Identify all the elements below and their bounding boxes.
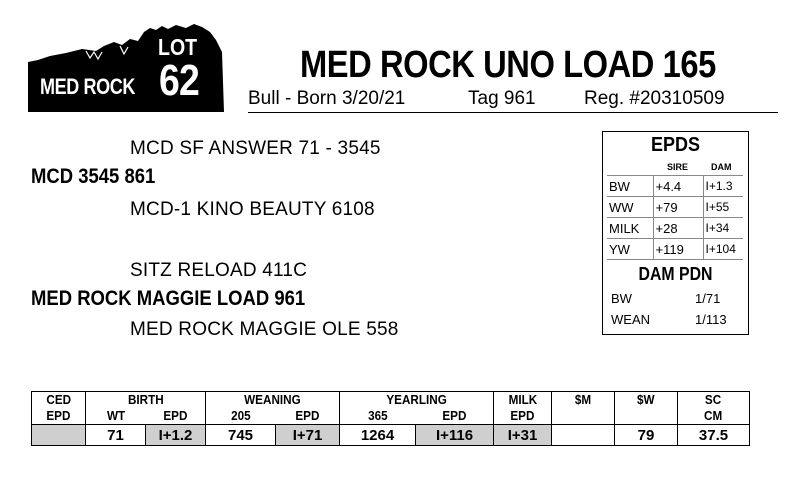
header-sc-cm: CM [678, 408, 750, 425]
animal-name: MED ROCK UNO LOAD 165 [300, 44, 716, 86]
tag-number: Tag 961 [468, 88, 536, 109]
value-milk-epd: I+31 [494, 425, 552, 446]
value-ced-epd [32, 425, 86, 446]
header-yearling-365: 365 [340, 408, 416, 425]
pedigree-dam-sire: SITZ RELOAD 411C [130, 260, 308, 281]
pedigree-dam-dam: MED ROCK MAGGIE OLE 558 [130, 319, 399, 340]
header-milk-epd: EPD [494, 408, 552, 425]
epd-row [607, 218, 743, 239]
epd-title: EPDS [650, 134, 701, 156]
epd-trait: BW [607, 176, 653, 197]
header-weaning: WEANING [206, 392, 340, 409]
value-yearling-epd: I+116 [416, 425, 494, 446]
lot-label: LOT [158, 34, 198, 60]
epd-sire-value: +4.4 [653, 176, 703, 197]
header-yearling: YEARLING [340, 392, 494, 409]
perf-values-row [32, 425, 750, 446]
header-dollar-m-sub [552, 408, 615, 425]
header-dollar-m: $M [552, 392, 615, 409]
epd-trait: YW [607, 239, 653, 260]
epd-sire-value: +28 [653, 218, 703, 239]
epd-sire-column-header: SIRE [667, 162, 689, 172]
header-yearling-epd: EPD [416, 408, 494, 425]
dam-pdn-value: 1/113 [695, 312, 727, 327]
epd-dam-value: I+34 [703, 218, 743, 239]
epd-sire-value: +79 [653, 197, 703, 218]
epd-row [607, 239, 743, 260]
value-yearling-365: 1264 [340, 425, 416, 446]
logo-brand-text: MED ROCK [40, 74, 135, 99]
pedigree-sire-dam: MCD-1 KINO BEAUTY 6108 [130, 199, 375, 220]
dam-pdn-value: 1/71 [695, 291, 721, 306]
epd-sire-value: +119 [653, 239, 703, 260]
header-sc: SC [678, 392, 750, 409]
header-ced-epd: EPD [32, 408, 86, 425]
header-birth-wt: WT [86, 408, 146, 425]
epd-dam-value: I+104 [703, 239, 743, 260]
lot-logo [28, 22, 224, 112]
epd-trait: MILK [607, 218, 653, 239]
header-dollar-w: $W [615, 392, 678, 409]
value-sc-cm: 37.5 [678, 425, 750, 446]
lot-number: 62 [159, 56, 199, 105]
registration-number: Reg. #20310509 [584, 88, 725, 109]
epd-trait: WW [607, 197, 653, 218]
value-weaning-205: 745 [206, 425, 276, 446]
perf-header-row-1 [32, 392, 750, 409]
pedigree-sire-sire: MCD SF ANSWER 71 - 3545 [130, 138, 381, 159]
epd-dam-column-header: DAM [711, 162, 732, 172]
value-weaning-epd: I+71 [276, 425, 340, 446]
epd-row [607, 197, 743, 218]
epd-table [607, 175, 743, 260]
pedigree-dam: MED ROCK MAGGIE LOAD 961 [31, 287, 306, 310]
epd-dam-value: I+55 [703, 197, 743, 218]
perf-header-row-2 [32, 408, 750, 425]
epd-box [602, 131, 749, 335]
animal-info-line [248, 88, 778, 113]
value-birth-wt: 71 [86, 425, 146, 446]
dam-pdn-row [611, 291, 739, 306]
header-birth-epd: EPD [146, 408, 206, 425]
sex-birthdate: Bull - Born 3/20/21 [248, 88, 406, 109]
header-ced: CED [32, 392, 86, 409]
header-birth: BIRTH [86, 392, 206, 409]
header-weaning-205: 205 [206, 408, 276, 425]
dam-pdn-label: BW [611, 291, 632, 306]
header-dollar-w-sub [615, 408, 678, 425]
dam-pdn-label: WEAN [611, 312, 650, 327]
header-weaning-epd: EPD [276, 408, 340, 425]
header-milk: MILK [494, 392, 552, 409]
performance-table [31, 391, 750, 446]
pedigree-sire: MCD 3545 861 [31, 165, 156, 188]
value-dollar-w: 79 [615, 425, 678, 446]
epd-row [607, 176, 743, 197]
value-birth-epd: I+1.2 [146, 425, 206, 446]
dam-pdn-title: DAM PDN [638, 264, 713, 284]
dam-pdn-row [611, 312, 739, 327]
epd-dam-value: I+1.3 [703, 176, 743, 197]
value-dollar-m [552, 425, 615, 446]
